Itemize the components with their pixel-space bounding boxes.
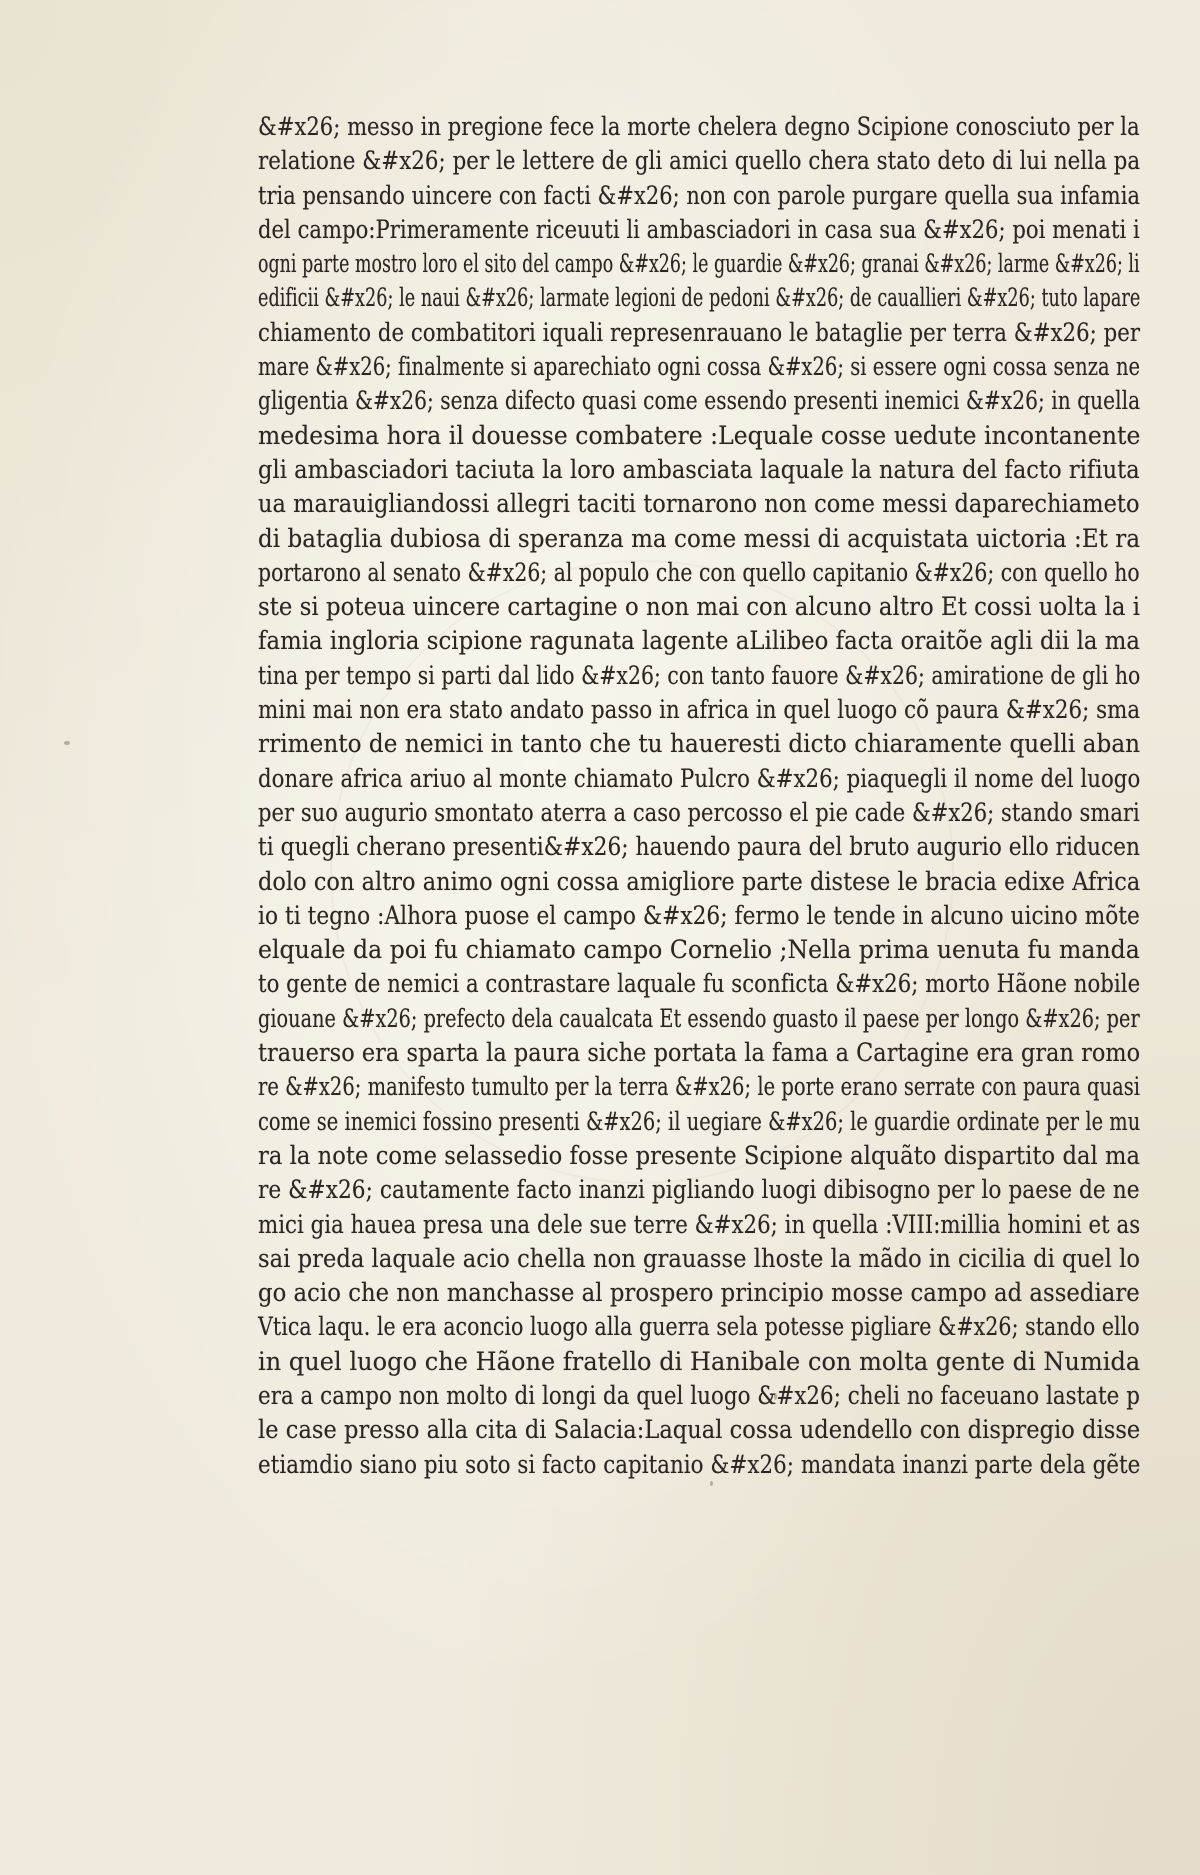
text-line: etiamdio siano piu soto si facto capitanio &#x26; mandata inanzi parte dela gẽte <box>258 1449 1141 1479</box>
text-line: portarono al senato &#x26; al populo che con quello capitanio &#x26; con quello ho <box>258 557 1140 587</box>
text-line: ua marauigliandossi allegri taciti tornarono non come messi daparechiameto <box>258 489 1140 519</box>
text-line: ogni parte mostro loro el sito del campo &#x26; le guardie &#x26; granai &#x26; larme &#x26; li <box>258 249 1140 279</box>
text-line: in quel luogo che Hãone fratello di Hanibale con molta gente di Numida <box>258 1346 1141 1376</box>
text-line: re &#x26; cautamente facto inanzi pigliando luogi dibisogno per lo paese de ne <box>258 1175 1140 1205</box>
text-line: famia ingloria scipione ragunata lagente aLilibeo facta oraitõe agli dii la ma <box>258 626 1141 656</box>
text-line: mini mai non era stato andato passo in africa in quel luogo cõ paura &#x26; sma <box>258 695 1141 725</box>
text-line: ra la note come selassedio fosse presente Scipione alquãto dispartito dal ma <box>258 1140 1141 1170</box>
text-line: tina per tempo si parti dal lido &#x26; con tanto fauore &#x26; amiratione de gli ho <box>258 660 1141 690</box>
text-line: re &#x26; manifesto tumulto per la terra &#x26; le porte erano serrate con paura quasi <box>258 1072 1141 1102</box>
text-line: le case presso alla cita di Salacia:Laqual cossa udendello con dispregio disse <box>258 1415 1141 1445</box>
printed-text-block <box>258 110 1140 1482</box>
text-line: gligentia &#x26; senza difecto quasi come essendo presenti inemici &#x26; in quella <box>258 386 1141 416</box>
text-line: dolo con altro animo ogni cossa amigliore parte distese le bracia edixe Africa <box>258 866 1141 896</box>
text-line: trauerso era sparta la paura siche portata la fama a Cartagine era gran romo <box>258 1038 1141 1068</box>
text-line: donare africa ariuo al monte chiamato Pulcro &#x26; piaquegli il nome del luogo <box>258 763 1141 793</box>
text-line: sai preda laquale acio chella non grauasse lhoste la mãdo in cicilia di quel lo <box>258 1243 1140 1273</box>
text-line: chiamento de combatitori iquali represenrauano le bataglie per terra &#x26; per <box>258 317 1141 347</box>
text-line: rrimento de nemici in tanto che tu haueresti dicto chiaramente quelli aban <box>258 729 1141 759</box>
text-line: del campo:Primeramente riceuuti li ambasciadori in casa sua &#x26; poi menati i <box>258 214 1140 244</box>
text-line: era a campo non molto di longi da quel luogo &#x26; cheli no faceuano lastate p <box>258 1380 1140 1410</box>
text-line: edificii &#x26; le naui &#x26; larmate legioni de pedoni &#x26; de cauallieri &#x26; tuto lapare <box>258 283 1141 313</box>
text-line: mare &#x26; finalmente si aparechiato ogni cossa &#x26; si essere ogni cossa senza ne <box>258 352 1141 382</box>
text-line: go acio che non manchasse al prospero principio mosse campo ad assediare <box>258 1278 1140 1308</box>
text-line: io ti tegno :Alhora puose el campo &#x26; fermo le tende in alcuno uicino mõte <box>258 900 1140 930</box>
text-line: mici gia hauea presa una dele sue terre &#x26; in quella :VIII:millia homini et as <box>258 1209 1141 1239</box>
text-line: come se inemici fossino presenti &#x26; il uegiare &#x26; le guardie ordinate per le mu <box>258 1106 1141 1136</box>
text-line: elquale da poi fu chiamato campo Cornelio ;Nella prima uenuta fu manda <box>258 935 1140 965</box>
text-line: &#x26; messo in pregione fece la morte chelera degno Scipione conosciuto per la <box>258 112 1140 141</box>
text-line: ti quegli cherano presenti&#x26; hauendo paura del bruto augurio ello riducen <box>258 832 1141 862</box>
text-line: relatione &#x26; per le lettere de gli amici quello chera stato deto di lui nella pa <box>258 146 1141 176</box>
text-line: tria pensando uincere con facti &#x26; non con parole purgare quella sua infamia <box>258 180 1140 210</box>
text-line: medesima hora il douesse combatere :Lequale cosse uedute incontanente <box>258 420 1141 450</box>
text-line: Vtica laqu. le era aconcio luogo alla guerra sela potesse pigliare &#x26; stando ello <box>258 1312 1140 1342</box>
text-line: giouane &#x26; prefecto dela caualcata Et essendo guasto il paese per longo &#x26; per <box>258 1003 1140 1033</box>
text-line: ste si poteua uincere cartagine o non mai con alcuno altro Et cossi uolta la i <box>258 592 1141 622</box>
text-line: di bataglia dubiosa di speranza ma come messi di acquistata uictoria :Et ra <box>258 523 1141 553</box>
text-line: gli ambasciadori taciuta la loro ambasciata laquale la natura del facto rifiuta <box>258 454 1140 484</box>
text-line: per suo augurio smontato aterra a caso percosso el pie cade &#x26; stando smari <box>258 797 1140 827</box>
paper-speck <box>64 741 70 745</box>
text-line: to gente de nemici a contrastare laquale fu sconficta &#x26; morto Hãone nobile <box>258 969 1141 999</box>
